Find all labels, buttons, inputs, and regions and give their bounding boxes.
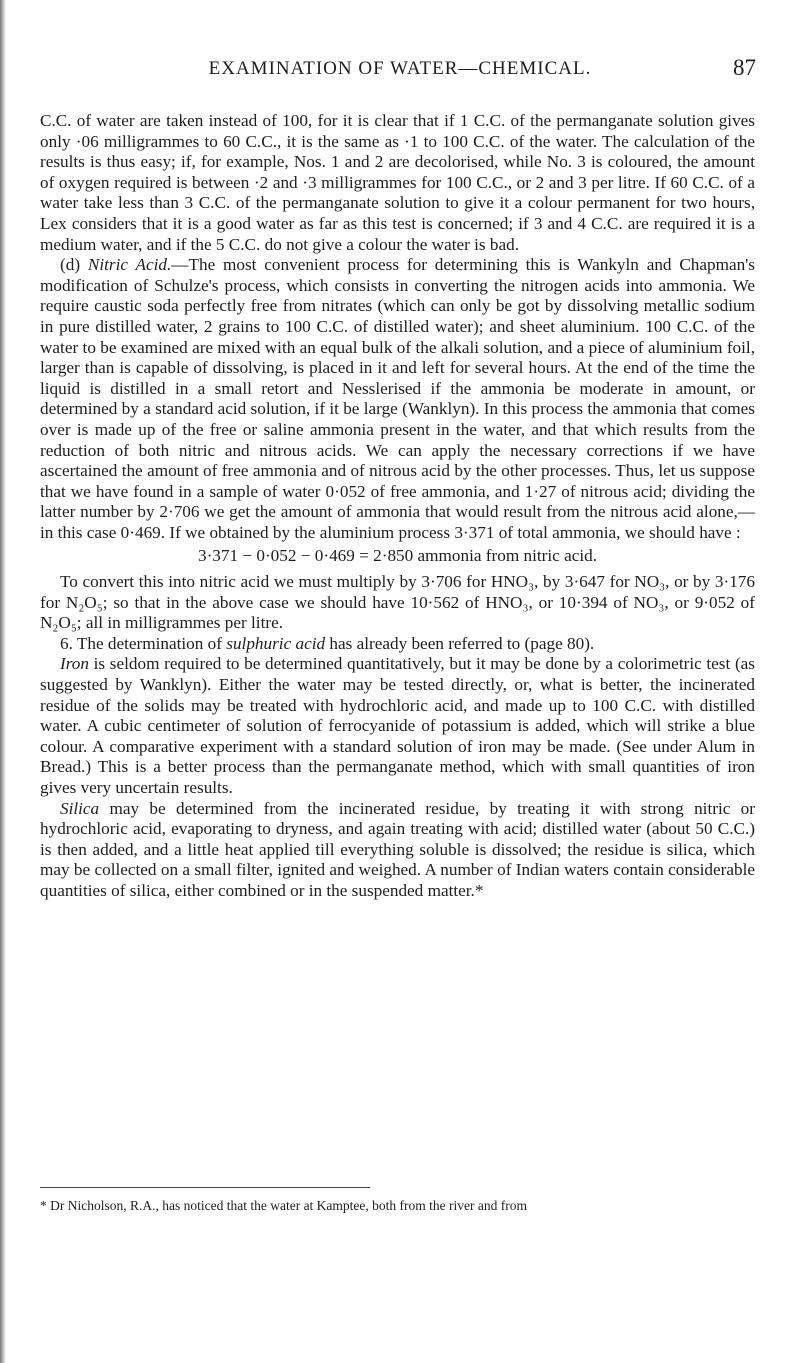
silica-text: may be determined from the incinerated residue, by treating it with strong nitric or hydrochloric acid, evaporating to dryness, and again treating with acid; distilled water (about 50 C.C.) is then added, and a little heat applied till everything soluble is dissolved; the residue is silica, which may be collected on a small filter, ignited and weighed. A number of Indian waters contain considerable quantities of silica, either combined or in the suspended matter.* bbox=[40, 798, 755, 900]
page-header bbox=[44, 55, 756, 86]
nitric-acid-text: —The most convenient process for determining this is Wankyln and Chapman's modification of Schulze's process, which consists in converting the nitrogen acids into ammonia. We require caustic soda perfectly free from nitrates (which can only be got by dissolving metallic sodium in pure distilled water, 2 grains to 100 C.C. of distilled water); and sheet aluminium. 100 C.C. of the water to be examined are mixed with an equal bulk of the alkali solution, and a piece of aluminium foil, larger than is capable of dissolving, is placed in it and left for several hours. At the end of the time the liquid is distilled in a small retort and Nesslerised if the ammonia be moderate in amount, or determined by a standard acid solution, if it be large (Wanklyn). In this process the ammonia that comes over is made up of the free or saline ammonia present in the water, and that which results from the reduction of both nitric and nitrous acids. We can apply the necessary corrections if we have ascertained the amount of free ammonia and of nitrous acid by the other processes. Thus, let us suppose that we have found in a sample of water 0·052 of free ammonia, and 1·27 of nitrous acid; dividing the latter number by 2·706 we get the amount of ammonia that would result from the nitrous acid alone,—in this case 0·469. If we obtained by the aluminium process 3·371 of total ammonia, we should have : bbox=[40, 255, 755, 542]
sulphuric-lead: 6. The determination of bbox=[60, 633, 227, 653]
term-sulphuric-acid: sulphuric acid bbox=[226, 633, 326, 653]
term-silica: Silica bbox=[60, 798, 100, 818]
page-binding-edge bbox=[0, 0, 6, 1363]
section-marker: (d) bbox=[60, 255, 88, 275]
paragraph-permanganate-result: C.C. of water are taken instead of 100, for it is clear that if 1 C.C. of the permanganate solution gives only ·06 milligrammes to 60 C.C., it is the same as ·1 to 100 C.C. of the water. The calculation of the results is thus easy; if, for example, Nos. 1 and 2 are decolorised, while No. 3 is coloured, the amount of oxygen required is between ·2 and ·3 milligrammes for 100 C.C., or 2 and 3 per litre. If 60 C.C. of a water take less than 3 C.C. of the permanganate solution to give it a colour permanent for two hours, Lex considers that it is a good water as far as this test is concerned; if 3 and 4 C.C. are required it is a medium water, and if the 5 C.C. do not give a colour the water is bad. bbox=[40, 111, 755, 254]
paragraph-nitric-acid bbox=[40, 255, 755, 543]
running-head: EXAMINATION OF WATER—CHEMICAL. bbox=[208, 58, 592, 79]
paragraph-conversion: To convert this into nitric acid we must multiply by 3·706 for HNO₃, by 3·647 for NO₃, or by 3·176 for N₂O₅; so that in the above case we should have 10·562 of HNO₃, or 10·394 of NO₃, or 9·052 of N₂O₅; all in milligrammes per litre. bbox=[40, 572, 755, 633]
section-heading-nitric-acid: Nitric Acid. bbox=[87, 255, 172, 275]
paragraph-silica bbox=[40, 799, 755, 902]
footnote-rule bbox=[40, 1187, 370, 1188]
body-text bbox=[40, 111, 755, 902]
sulphuric-rest: has already been referred to (page 80). bbox=[325, 633, 595, 653]
page-number: 87 bbox=[733, 55, 756, 80]
equation-ammonia: 3·371 − 0·052 − 0·469 = 2·850 ammonia from nitric acid. bbox=[197, 546, 597, 566]
paragraph-iron bbox=[40, 654, 755, 798]
term-iron: Iron bbox=[60, 654, 89, 674]
footnote: * Dr Nicholson, R.A., has noticed that the water at Kamptee, both from the river and from bbox=[40, 1198, 527, 1213]
paragraph-sulphuric-acid bbox=[40, 634, 755, 655]
iron-text: is seldom required to be determined quantitatively, but it may be done by a colorimetric test (as suggested by Wanklyn). Either the water may be tested directly, or, what is better, the incinerated residue of the solids may be treated with hydrochloric acid, and made up to 100 C.C. with distilled water. A cubic centimeter of solution of ferrocyanide of potassium is added, which will strike a blue colour. A comparative experiment with a standard solution of iron may be made. (See under Alum in Bread.) This is a better process than the permanganate method, which with small quantities of iron gives very uncertain results. bbox=[40, 654, 755, 797]
